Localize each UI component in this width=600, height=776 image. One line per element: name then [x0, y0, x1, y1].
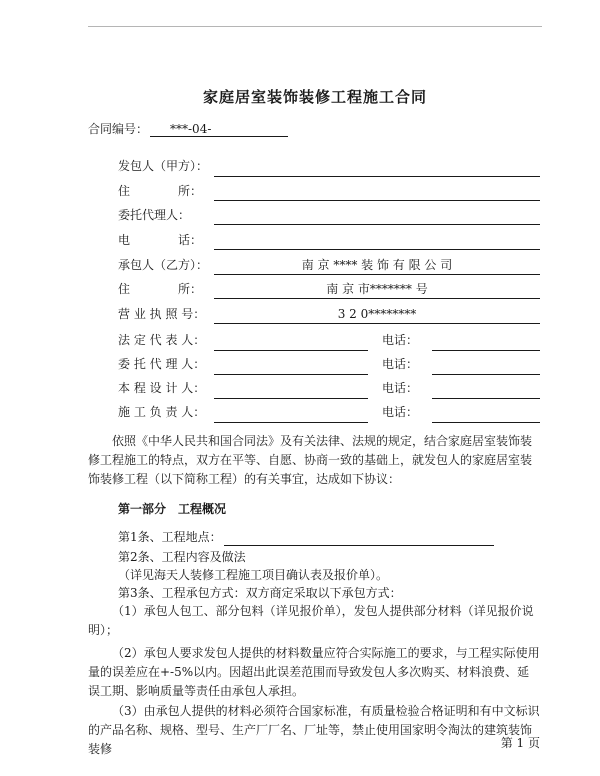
- field-line-contractor: [214, 274, 540, 275]
- field-value-contractor: 南 京 **** 装 饰 有 限 公 司: [301, 258, 453, 272]
- field-label-contractor: 承包人（乙方）：: [118, 258, 209, 272]
- field-line-contractor-agent: [214, 374, 368, 375]
- field-value-business-license: 3 2 0********: [337, 307, 417, 321]
- phone-label-designer: 电话：: [382, 381, 419, 395]
- field-line-business-license: [214, 323, 540, 324]
- clause2-text: 第2条、工程内容及做法: [118, 550, 246, 564]
- field-label-contractor-address: 住 所：: [118, 282, 203, 296]
- field-line-contractor-address: [214, 298, 540, 299]
- phone-label-legal-rep: 电话：: [382, 333, 419, 347]
- phone-line-site-manager: [432, 422, 540, 423]
- clause2-note: （详见海天人装修工程施工项目确认表及报价单）。: [118, 568, 389, 582]
- field-label-site-manager: 施 工 负 责 人：: [118, 405, 206, 419]
- clause1-text: 第1条、工程地点：: [118, 530, 222, 544]
- field-label-designer: 本 程 设 计 人：: [118, 381, 206, 395]
- phone-label-contractor-agent: 电话：: [382, 357, 419, 371]
- field-label-contractor-agent: 委 托 代 理 人：: [118, 357, 206, 371]
- field-label-employer: 发包人（甲方）：: [118, 159, 209, 173]
- intro-paragraph: 依照《中华人民共和国合同法》及有关法律、法规的规定，结合家庭居室装饰装修工程施工的特点，双方在平等、自愿、协商一致的基础上，就发包人的家庭居室装饰装修工程（以下简称工程）的有关事宜，达成如下协议：: [88, 434, 533, 486]
- phone-line-designer: [432, 398, 540, 399]
- field-label-employer-agent: 委托代理人：: [118, 208, 191, 222]
- clause3-text: 第3条、工程承包方式：双方商定采取以下承包方式：: [118, 586, 402, 600]
- phone-line-legal-rep: [432, 350, 540, 351]
- field-value-contractor-address: 南 京 市******* 号: [326, 282, 428, 296]
- phone-label-site-manager: 电话：: [382, 405, 419, 419]
- field-line-employer: [214, 176, 540, 177]
- phone-line-contractor-agent: [432, 374, 540, 375]
- field-line-employer-phone: [214, 249, 540, 250]
- field-line-site-manager: [214, 422, 368, 423]
- contract-no-underline: [150, 136, 288, 137]
- field-line-employer-agent: [214, 224, 540, 225]
- field-label-employer-phone: 电 话：: [118, 233, 203, 247]
- clause1-underline: [224, 545, 494, 546]
- contract-no-value: ***-04-: [170, 122, 212, 136]
- field-label-employer-address: 住 所：: [118, 184, 203, 198]
- field-line-designer: [214, 398, 368, 399]
- field-line-legal-rep: [214, 350, 368, 351]
- header-rule: [88, 26, 542, 27]
- clause3-item3: （3）由承包人提供的材料必须符合国家标准，有质量检验合格证明和有中文标识的产品名称、规格、型号、生产厂厂名、厂址等，禁止使用国家明令淘汰的建筑装饰装修: [88, 704, 540, 756]
- document-title: 家庭居室装饰装修工程施工合同: [202, 88, 427, 106]
- contract-no-label: 合同编号：: [88, 122, 149, 136]
- field-label-business-license: 营 业 执 照 号：: [118, 307, 206, 321]
- field-line-employer-address: [214, 200, 540, 201]
- clause3-item2: （2）承包人要求发包人提供的材料数量应符合实际施工的要求，与工程实际使用量的误差应在+-5%以内。因超出此误差范围而导致发包人多次购买、材料浪费、延误工期、影响质量等责任由承包人承担。: [88, 646, 540, 698]
- clause3-item1: （1）承包人包工、部分包料（详见报价单），发包人提供部分材料（详见报价说明）；: [88, 604, 534, 637]
- part1-heading: 第一部分 工程概况: [118, 502, 227, 516]
- page-number: 第 1 页: [500, 736, 540, 750]
- field-label-legal-rep: 法 定 代 表 人：: [118, 333, 206, 347]
